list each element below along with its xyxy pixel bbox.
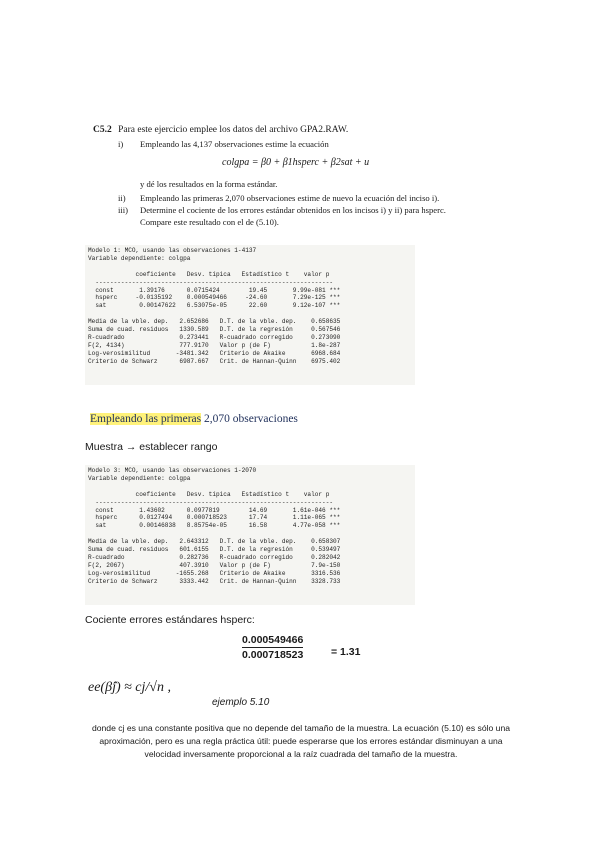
exercise-item: [118, 205, 446, 216]
heading-highlight: Empleando las primeras: [90, 413, 202, 425]
heading-rest: 2,070 observaciones: [201, 413, 298, 425]
explanatory-paragraph: donde cj es una constante positiva que no depende del tamaño de la muestra. La ecuación (5.10) es sólo una aproximación, pero es una regla práctica útil: puede esperarse que los errores estándar disminuyan a una velocidad inversamente proporcional a la raíz cuadrada del tamaño de la muestra.: [91, 723, 511, 759]
item-text: y dé los resultados en la forma estándar.: [140, 179, 278, 189]
regression-output-model1: [85, 245, 415, 385]
exercise-header: [93, 125, 348, 135]
item-text: Determine el cociente de los errores estándar obtenidos en los incisos i) y ii) para hsperc.: [140, 205, 446, 215]
fraction-bar: [242, 647, 303, 648]
equation: colgpa = β0 + β1hsperc + β2sat + u: [222, 157, 370, 168]
formula-caption: ejemplo 5.10: [212, 697, 270, 708]
item-text: Empleando las primeras 2,070 observaciones estime de nuevo la ecuación del inciso i).: [140, 193, 440, 203]
ratio-result: = 1.31: [331, 646, 361, 658]
exercise-intro: Para este ejercicio emplee los datos del archivo GPA2.RAW.: [118, 125, 349, 135]
ratio-denominator: 0.000718523: [242, 649, 304, 661]
model1-text: Modelo 1: MCO, usando las observaciones 1-4137 Variable dependiente: colgpa coeficiente Desv. típica Estadístico t valor p ----------------------------------------------------------------- const 1.39176 0.0715424 19.45 9.99e-081 *** hsperc -0.0135192 0.000549466 -24.60 7.29e-125 *** sat 0.00147622 6.53075e-05 22.60 9.12e-107 *** Media de la vble. dep. 2.652686 D.T. de la vble. dep. 0.658635 Suma de cuad. residuos 1330.589 D.T. de la regresión 0.567546 R-cuadrado 0.273441 R-cuadrado corregido 0.273090 F(2, 4134) 777.9170 Valor p (de F) 1.8e-287 Log-verosimilitud -3481.342 Criterio de Akaike 6968.684 Criterio de Schwarz 6987.667 Crit. de Hannan-Quinn 6975.402: [88, 247, 341, 365]
ratio-label: Cociente errores estándares hsperc:: [85, 614, 255, 626]
ratio-numerator: 0.000549466: [242, 634, 304, 646]
exercise-item: [118, 139, 329, 150]
item-roman: iii): [118, 205, 129, 215]
exercise-item: [118, 193, 439, 204]
item-roman: i): [118, 139, 124, 149]
section-heading: [90, 413, 298, 425]
se-formula: ee(β̂j) ≈ cj/√n ,: [88, 680, 171, 695]
model3-text: Modelo 3: MCO, usando las observaciones 1-2070 Variable dependiente: colgpa coeficiente Desv. típica Estadístico t valor p ----------------------------------------------------------------- const 1.43602 0.0977819 14.69 1.61e-046 *** hsperc 0.0127494 0.000718523 17.74 1.11e-065 *** sat 0.00146838 8.85754e-05 16.58 4.77e-058 *** Media de la vble. dep. 2.643312 D.T. de la vble. dep. 0.658307 Suma de cuad. residuos 601.6155 D.T. de la regresión 0.539497 R-cuadrado 0.282736 R-cuadrado corregido 0.282042 F(2, 2067) 407.3910 Valor p (de F) 7.9e-150 Log-verosimilitud -1655.268 Criterio de Akaike 3316.536 Criterio de Schwarz 3333.442 Crit. de Hannan-Quinn 3328.733: [88, 467, 341, 585]
ratio-fraction: [242, 634, 303, 661]
item-text: Empleando las 4,137 observaciones estime la ecuación: [140, 139, 329, 149]
exercise-number: C5.2: [93, 125, 112, 135]
regression-output-model3: [85, 465, 415, 605]
item-text: Compare este resultado con el de (5.10).: [140, 217, 279, 227]
exercise-item: [140, 179, 277, 190]
muestra-instruction: Muestra → establecer rango: [85, 441, 218, 453]
item-roman: ii): [118, 193, 126, 203]
exercise-item: [140, 217, 279, 228]
